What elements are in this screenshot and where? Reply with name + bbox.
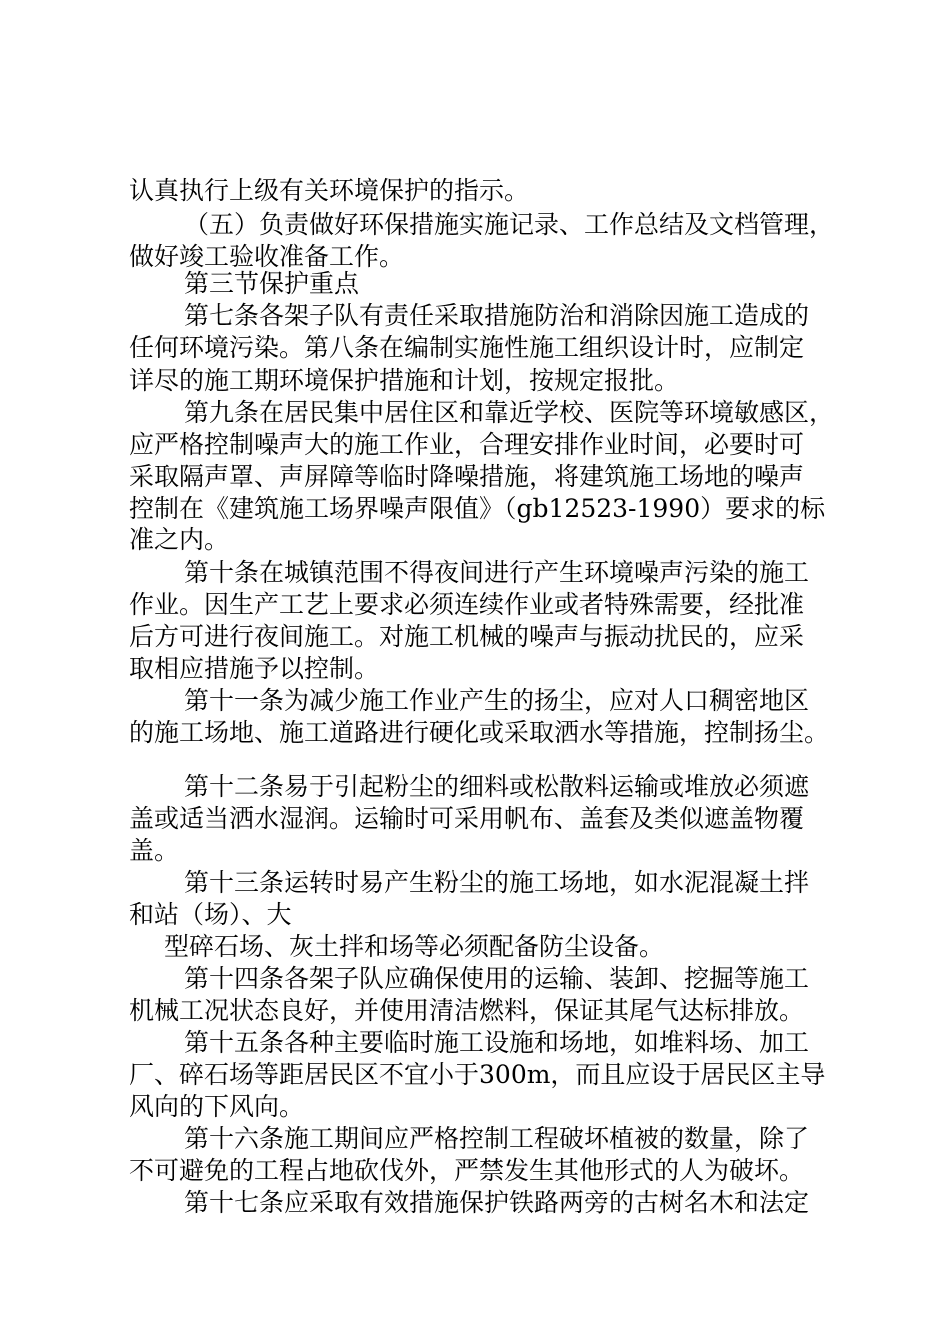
text-line: 后方可进行夜间施工。对施工机械的噪声与振动扰民的，应采 <box>129 622 805 651</box>
text-line: 第七条各架子队有责任采取措施防治和消除因施工造成的 <box>184 301 810 330</box>
text-line: 应严格控制噪声大的施工作业，合理安排作业时间，必要时可 <box>129 430 805 459</box>
text-line: 第十条在城镇范围不得夜间进行产生环境噪声污染的施工 <box>184 558 810 587</box>
text-line: 取相应措施予以控制。 <box>129 654 380 683</box>
text-line: 机械工况状态良好，并使用清洁燃料，保证其尾气达标排放。 <box>129 996 805 1025</box>
text-line: 型碎石场、灰土拌和场等必须配备防尘设备。 <box>164 932 665 961</box>
text-line: 盖。 <box>129 836 180 865</box>
text-line: 采取隔声罩、声屏障等临时降噪措施，将建筑施工场地的噪声 <box>129 462 805 491</box>
text-line: 认真执行上级有关环境保护的指示。 <box>129 176 530 205</box>
text-line: 第十六条施工期间应严格控制工程破坏植被的数量，除了 <box>184 1124 810 1153</box>
text-line: 的施工场地、施工道路进行硬化或采取洒水等措施，控制扬尘。 <box>129 718 830 747</box>
text-line: 第九条在居民集中居住区和靠近学校、医院等环境敏感区， <box>184 398 835 427</box>
text-line: 和站（场）、大 <box>129 900 292 929</box>
text-line: 作业。因生产工艺上要求必须连续作业或者特殊需要，经批准 <box>129 590 805 619</box>
text-line: 第十七条应采取有效措施保护铁路两旁的古树名木和法定 <box>184 1188 810 1217</box>
text-line: 厂、碎石场等距居民区不宜小于300m，而且应设于居民区主导 <box>129 1060 826 1089</box>
text-line: （五）负责做好环保措施实施记录、工作总结及文档管理， <box>184 210 835 239</box>
text-line: 不可避免的工程占地砍伐外，严禁发生其他形式的人为破坏。 <box>129 1156 805 1185</box>
text-line: 盖或适当洒水湿润。运输时可采用帆布、盖套及类似遮盖物覆 <box>129 804 805 833</box>
text-line: 详尽的施工期环境保护措施和计划，按规定报批。 <box>129 366 680 395</box>
text-line: 第十二条易于引起粉尘的细料或松散料运输或堆放必须遮 <box>184 772 810 801</box>
text-line: 第十一条为减少施工作业产生的扬尘，应对人口稠密地区 <box>184 686 810 715</box>
section-heading: 第三节保护重点 <box>184 269 360 298</box>
text-line: 准之内。 <box>129 525 230 554</box>
text-line: 第十五条各种主要临时施工设施和场地，如堆料场、加工 <box>184 1028 810 1057</box>
text-line: 控制在《建筑施工场界噪声限值》（gb12523-1990）要求的标 <box>129 494 826 523</box>
text-line: 风向的下风向。 <box>129 1092 305 1121</box>
text-line: 做好竣工验收准备工作。 <box>129 242 405 271</box>
text-line: 第十三条运转时易产生粉尘的施工场地，如水泥混凝土拌 <box>184 868 810 897</box>
text-line: 任何环境污染。第八条在编制实施性施工组织设计时，应制定 <box>129 333 805 362</box>
text-line: 第十四条各架子队应确保使用的运输、装卸、挖掘等施工 <box>184 964 810 993</box>
